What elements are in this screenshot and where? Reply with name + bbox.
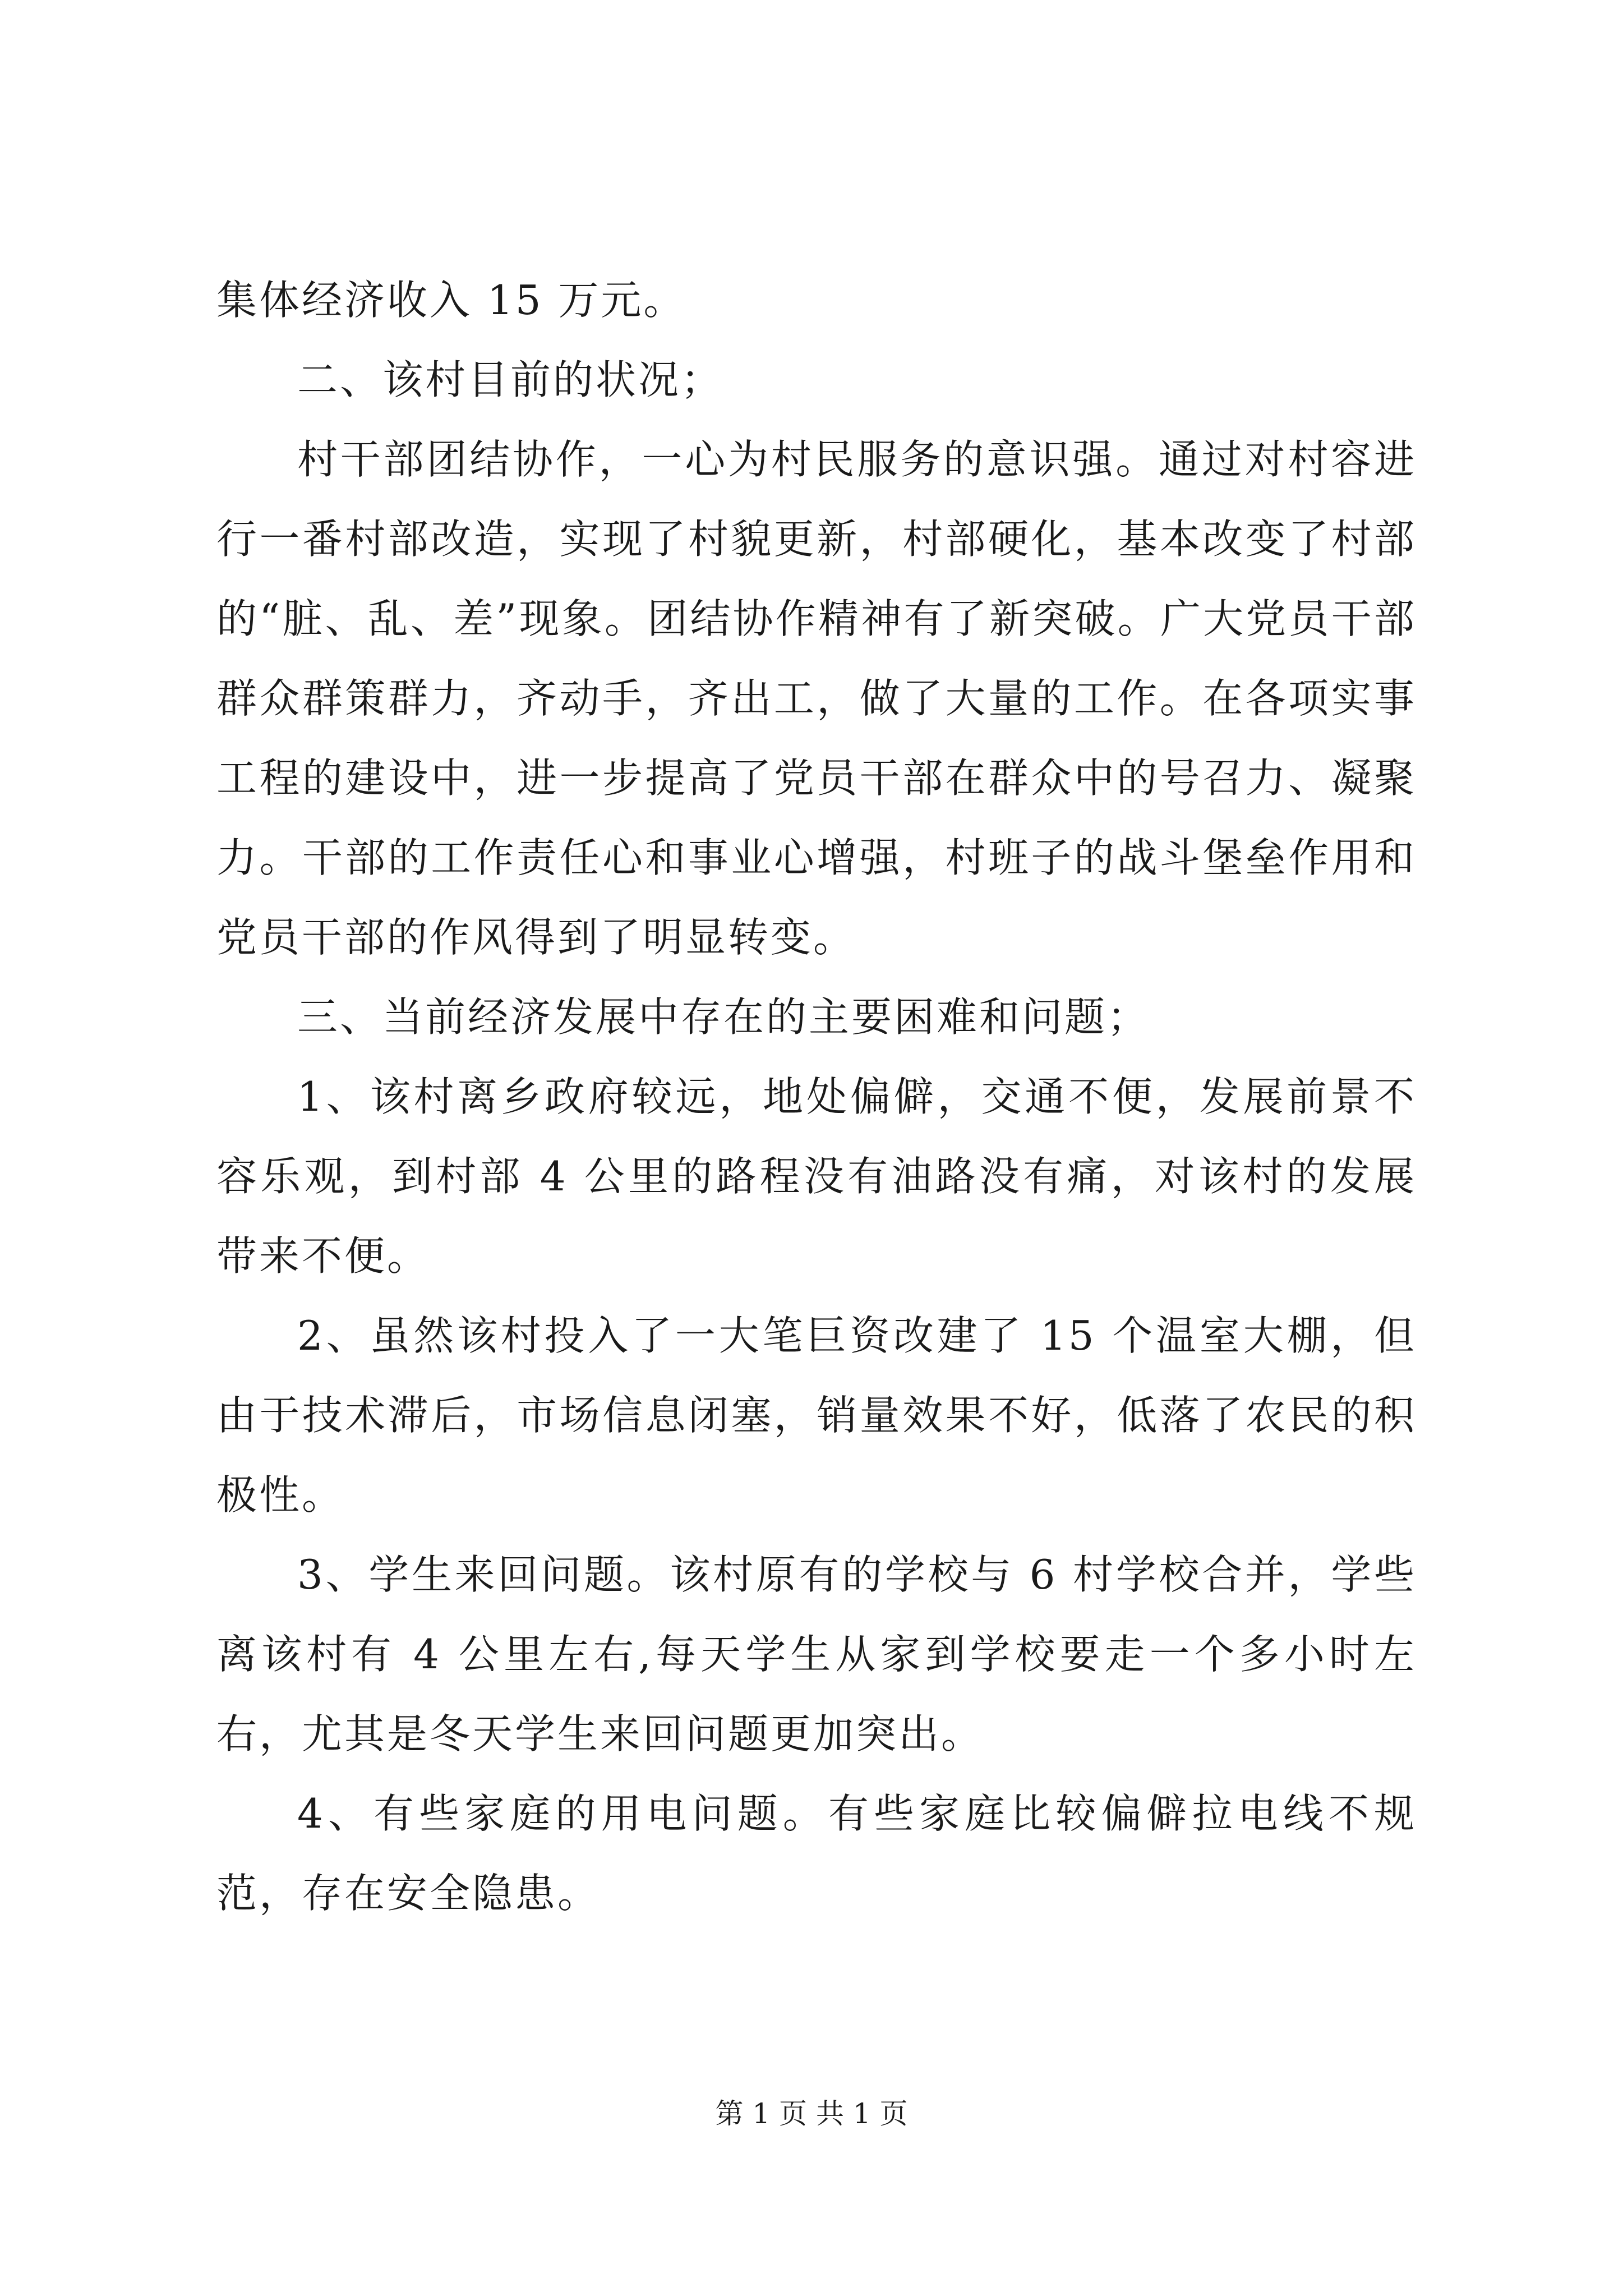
- heading-current-status: 二、该村目前的状况；: [297, 356, 724, 403]
- document-body: [216, 260, 1417, 1933]
- paragraph-problem-1: 1、该村离乡政府较远，地处偏僻，交通不便，发展前景不容乐观，到村部 4 公里的路程没有油路没有痛，对该村的发展带来不便。: [216, 1073, 1417, 1280]
- heading-main-problems: 三、当前经济发展中存在的主要困难和问题；: [297, 993, 1150, 1041]
- paragraph-problem-3: 3、学生来回问题。该村原有的学校与 6 村学校合并，学些离该村有 4 公里左右,每天学生从家到学校要走一个多小时左右，尤其是冬天学生来回问题更加突出。: [216, 1551, 1417, 1757]
- paragraph-cadre-cooperation: 村干部团结协作，一心为村民服务的意识强。通过对村容进行一番村部改造，实现了村貌更新，村部硬化，基本改变了村部的“脏、乱、差”现象。团结协作精神有了新突破。广大党员干部群众群策群力，齐动手，齐出工，做了大量的工作。在各项实事工程的建设中，进一步提高了党员干部在群众中的号召力、凝聚力。干部的工作责任心和事业心增强，村班子的战斗堡垒作用和党员干部的作风得到了明显转变。: [216, 436, 1417, 961]
- paragraph-problem-2: 2、虽然该村投入了一大笔巨资改建了 15 个温室大棚，但由于技术滞后，市场信息闭塞，销量效果不好，低落了农民的积极性。: [216, 1312, 1417, 1519]
- page-footer: 第 1 页 共 1 页: [715, 2097, 908, 2130]
- paragraph-problem-4: 4、有些家庭的用电问题。有些家庭比较偏僻拉电线不规范，存在安全隐患。: [216, 1790, 1417, 1917]
- paragraph-income: 集体经济收入 15 万元。: [216, 277, 686, 324]
